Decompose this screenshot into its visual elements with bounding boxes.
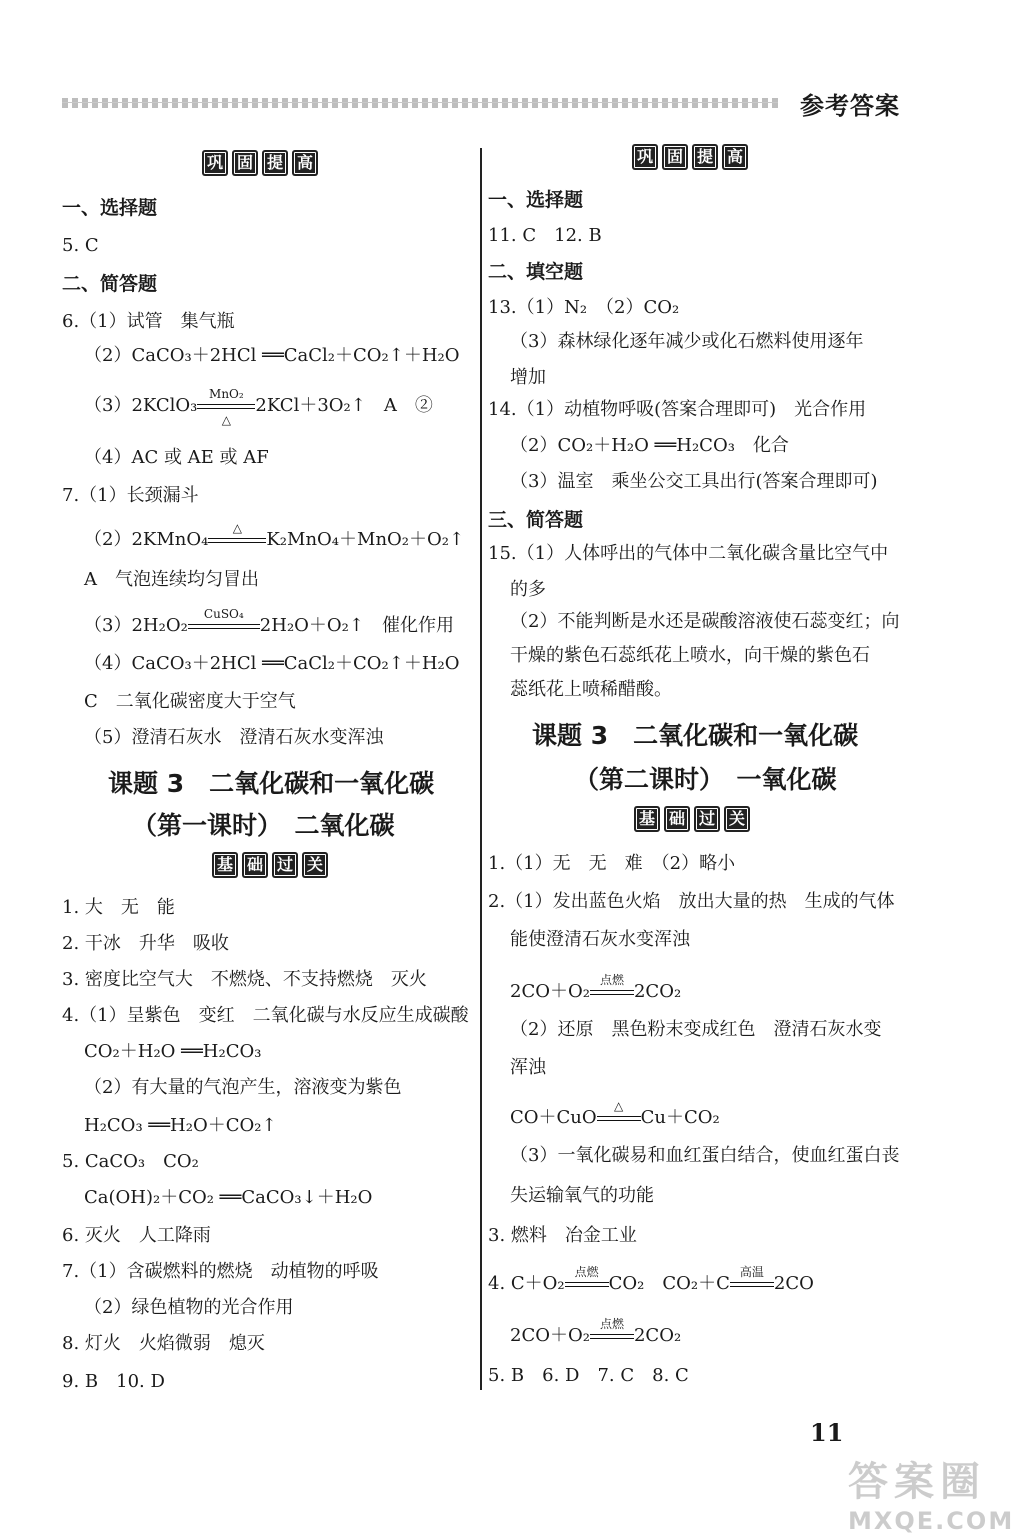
answer-line: （2）CO₂＋H₂O ══H₂CO₃ 化合	[510, 435, 789, 456]
answer-line: （2）还原 黑色粉末变成红色 澄清石灰水变	[510, 1019, 882, 1040]
answer-line: （5）澄清石灰水 澄清石灰水变浑浊	[84, 727, 384, 748]
answer-line	[84, 387, 433, 427]
lesson-title: 课题 3 二氧化碳和一氧化碳	[532, 721, 859, 750]
answer-line: 1.（1）无 无 难 （2）略小	[488, 853, 736, 874]
answer-line	[84, 607, 454, 638]
badge-char: 高	[292, 150, 318, 176]
equation-right: 2KCl＋3O₂↑ A ②	[255, 395, 433, 416]
answer-line: 3. 密度比空气大 不燃烧、不支持燃烧 灭火	[62, 969, 427, 990]
badge-char: 固	[232, 150, 258, 176]
badge-basics	[212, 852, 328, 878]
answer-line: 8. 灯火 火焰微弱 熄灭	[62, 1333, 265, 1354]
answer-line: CO₂＋H₂O ══H₂CO₃	[84, 1041, 262, 1062]
watermark-text: 答案圈	[848, 1459, 986, 1505]
answer-line: 9. B 10. D	[62, 1371, 165, 1392]
equation-left: 4. C＋O₂	[488, 1273, 565, 1294]
badge-char: 基	[212, 852, 238, 878]
answer-line: 浑浊	[510, 1057, 546, 1078]
answer-line: （2）绿色植物的光合作用	[84, 1297, 294, 1318]
answer-line: 14.（1）动植物呼吸(答案合理即可) 光合作用	[488, 399, 867, 420]
reaction-condition	[188, 607, 260, 638]
equation-left: CO＋CuO	[510, 1107, 597, 1128]
watermark-url: MXQE.COM	[848, 1507, 1015, 1535]
answer-line: 6. 灭火 人工降雨	[62, 1225, 211, 1246]
badge-char: 础	[242, 852, 268, 878]
condition-heat: △	[221, 413, 231, 427]
badge-char: 过	[694, 806, 720, 832]
answer-line: 增加	[510, 367, 546, 388]
equation-right: 2CO₂	[633, 1325, 682, 1346]
answer-line: （2）不能判断是水还是碳酸溶液使石蕊变红；向	[510, 611, 900, 632]
answer-line: （3）一氧化碳易和血红蛋白结合，使血红蛋白丧	[510, 1145, 900, 1166]
equation-right: 2H₂O＋O₂↑ 催化作用	[259, 615, 454, 636]
section-heading: 三、简答题	[488, 509, 584, 531]
equation-right: K₂MnO₄＋MnO₂＋O₂↑	[266, 529, 465, 550]
answer-line: （4）CaCO₃＋2HCl ══CaCl₂＋CO₂↑＋H₂O	[84, 653, 460, 674]
badge-char: 关	[302, 852, 328, 878]
answer-line: A 气泡连续均匀冒出	[84, 569, 259, 590]
answer-line: 15.（1）人体呼出的气体中二氧化碳含量比空气中	[488, 543, 889, 564]
equation-left: （2）2KMnO₄	[84, 529, 209, 550]
reaction-condition	[565, 1265, 609, 1296]
lesson-title: 课题 3 二氧化碳和一氧化碳	[108, 769, 435, 798]
answer-line: 2. 干冰 升华 吸收	[62, 933, 229, 954]
equation-right: Cu＋CO₂	[640, 1107, 720, 1128]
lesson-subtitle: （第一课时） 二氧化碳	[132, 811, 395, 840]
badge-char: 基	[634, 806, 660, 832]
condition-ignite: 点燃	[574, 1265, 599, 1279]
answer-line	[488, 1265, 814, 1296]
answer-line: 5. C	[62, 235, 99, 256]
section-heading: 一、选择题	[488, 189, 584, 211]
watermark	[848, 1450, 1018, 1534]
answer-line	[510, 973, 682, 1004]
badge-char: 巩	[632, 144, 658, 170]
answer-line: Ca(OH)₂＋CO₂ ══CaCO₃↓＋H₂O	[84, 1187, 373, 1208]
answer-line: （4）AC 或 AE 或 AF	[84, 447, 269, 468]
answer-line: 3. 燃料 冶金工业	[488, 1225, 637, 1246]
answer-line: 6.（1）试管 集气瓶	[62, 311, 235, 332]
answer-line: 4.（1）呈紫色 变红 二氧化碳与水反应生成碳酸	[62, 1005, 469, 1026]
header-rule	[62, 98, 778, 108]
reaction-condition	[208, 521, 266, 552]
equation-middle: CO₂ CO₂＋C	[608, 1273, 730, 1294]
answer-line: 7.（1）含碳燃料的燃烧 动植物的呼吸	[62, 1261, 379, 1282]
answer-line: （2）有大量的气泡产生，溶液变为紫色	[84, 1077, 402, 1098]
equation-left: （3）2KClO₃	[84, 395, 198, 416]
answer-line: 的多	[510, 579, 546, 600]
answer-line: 13.（1）N₂ （2）CO₂	[488, 297, 680, 318]
badge-char: 巩	[202, 150, 228, 176]
badge-char: 过	[272, 852, 298, 878]
condition-heat: △	[614, 1099, 624, 1113]
reaction-condition	[730, 1265, 774, 1296]
badge-consolidate	[632, 144, 748, 170]
answer-line	[84, 521, 465, 552]
badge-char: 础	[664, 806, 690, 832]
equation-left: （3）2H₂O₂	[84, 615, 188, 636]
condition-ignite: 点燃	[599, 1317, 624, 1331]
answer-line: 2.（1）发出蓝色火焰 放出大量的热 生成的气体	[488, 891, 895, 912]
reaction-condition	[590, 973, 634, 1004]
badge-basics	[634, 806, 750, 832]
reaction-condition	[590, 1317, 634, 1348]
answer-line: 5. B 6. D 7. C 8. C	[488, 1365, 689, 1386]
badge-char: 提	[692, 144, 718, 170]
equation-right: 2CO	[773, 1273, 814, 1294]
lesson-subtitle: （第二课时） 一氧化碳	[574, 765, 837, 794]
answer-line: 失运输氧气的功能	[510, 1185, 654, 1206]
answer-line: 能使澄清石灰水变浑浊	[510, 929, 690, 950]
answer-line: 11. C 12. B	[488, 225, 602, 246]
section-heading: 二、填空题	[488, 261, 584, 283]
page-number: 11	[810, 1418, 844, 1447]
column-divider	[480, 148, 482, 1390]
answer-line: （3）森林绿化逐年减少或化石燃料使用逐年	[510, 331, 864, 352]
condition-catalyst: MnO₂	[209, 387, 244, 401]
condition-heat: △	[232, 521, 242, 535]
badge-char: 提	[262, 150, 288, 176]
badge-char: 关	[724, 806, 750, 832]
badge-char: 固	[662, 144, 688, 170]
badge-consolidate	[202, 150, 318, 176]
condition-ignite: 点燃	[599, 973, 624, 987]
equation-right: 2CO₂	[633, 981, 682, 1002]
badge-char: 高	[722, 144, 748, 170]
equation-left: 2CO＋O₂	[510, 1325, 590, 1346]
header-title: 参考答案	[800, 92, 900, 120]
answer-line: 5. CaCO₃ CO₂	[62, 1151, 199, 1172]
section-heading: 一、选择题	[62, 197, 158, 219]
answer-line: 7.（1）长颈漏斗	[62, 485, 199, 506]
answer-line: 干燥的紫色石蕊纸花上喷水，向干燥的紫色石	[510, 645, 870, 666]
reaction-condition	[597, 1099, 641, 1130]
section-heading: 二、简答题	[62, 273, 158, 295]
condition-high-temp: 高温	[739, 1265, 764, 1279]
reaction-condition	[197, 387, 255, 427]
condition-catalyst: CuSO₄	[203, 607, 244, 621]
answer-line	[510, 1099, 720, 1130]
answer-line: 1. 大 无 能	[62, 897, 175, 918]
answer-line	[510, 1317, 682, 1348]
answer-line: C 二氧化碳密度大于空气	[84, 691, 296, 712]
answer-line: H₂CO₃ ══H₂O＋CO₂↑	[84, 1115, 277, 1136]
answer-line: （2）CaCO₃＋2HCl ══CaCl₂＋CO₂↑＋H₂O	[84, 345, 460, 366]
answer-line: 蕊纸花上喷稀醋酸。	[510, 679, 672, 700]
answer-line: （3）温室 乘坐公交工具出行(答案合理即可)	[510, 471, 878, 492]
equation-left: 2CO＋O₂	[510, 981, 590, 1002]
